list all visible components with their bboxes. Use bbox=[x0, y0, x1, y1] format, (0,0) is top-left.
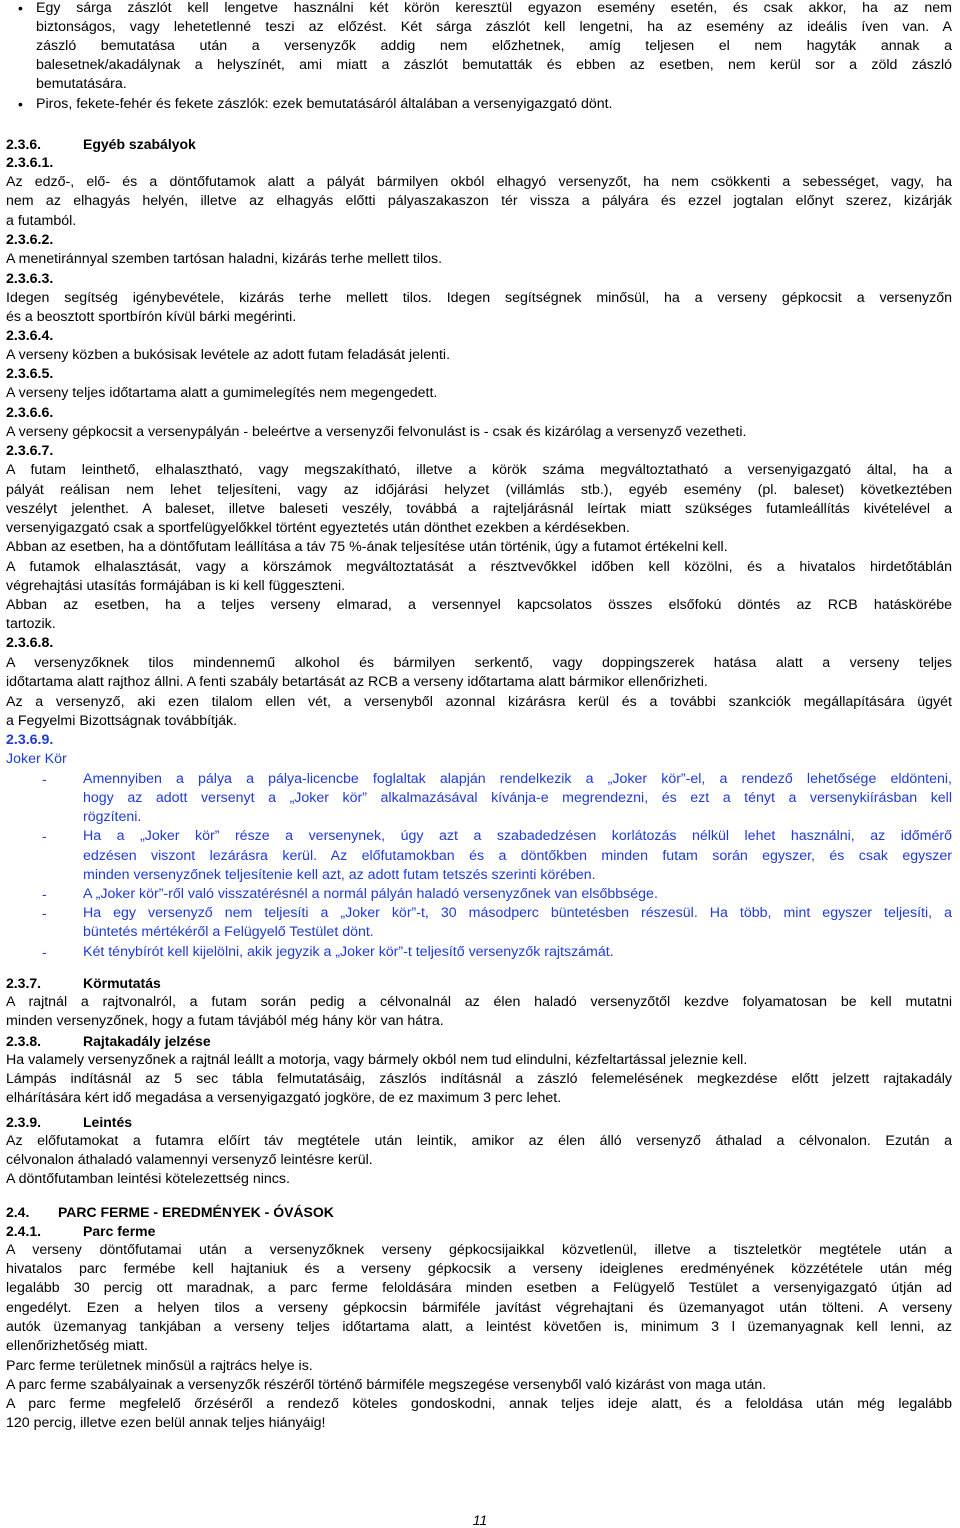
rule-text: Abban az esetben, ha a döntőfutam leállítása a táv 75 %-ának teljesítése után történik, úgy a futamot értékelni kell. bbox=[6, 539, 728, 555]
section-text: A döntőfutamban leintési kötelezettség nincs. bbox=[6, 1171, 290, 1187]
rule-number: 2.3.6.8. bbox=[6, 635, 54, 651]
section-text: Lámpás indításnál az 5 sec tábla felmutatásáig, zászlós indításnál a zászló felemelésének megkezdése előtt jelzett rajtakadály bbox=[6, 1071, 952, 1087]
rule-text: A verseny közben a bukósisak levétele az adott futam feladását jelenti. bbox=[6, 347, 451, 363]
rule-text: veszélyt jelenthet. A baleset, illetve baleseti veszély, továbbá a rajteljárásnál leírtak miatt szükséges futamleállítás kivételével a bbox=[6, 501, 952, 517]
list-dash: - bbox=[42, 905, 47, 921]
joker-rule-line: A „Joker kör”-ről való visszatérésnél a normál pályán haladó versenyzőnek van elsőbbsége. bbox=[83, 886, 658, 902]
yellow-flag-line: zászló bemutatása után a versenyzők addig nem előzhetnek, amíg teljesen el nem hagyták annak a bbox=[36, 38, 952, 54]
section-text: elhárítására kért idő megadása a versenyigazgató jogköre, de ez maximum 3 perc lehet. bbox=[6, 1090, 562, 1106]
section-241-title: Parc ferme bbox=[83, 1223, 156, 1239]
section-text: A parc ferme szabályainak a versenyzők részéről történő bármiféle megszegése versenyből való kizárást von maga után. bbox=[6, 1377, 767, 1393]
section-text: minden versenyzőnek, hogy a futam távjából még hány kör van hátra. bbox=[6, 1013, 444, 1029]
rule-text: és a beosztott sportbírón kívül bárki megérinti. bbox=[6, 309, 297, 325]
yellow-flag-line: biztonságos, vagy lehetetlenné teszi az előzést. Két sárga zászlót kell lengetni, ha az esemény az ideális íven van. A bbox=[36, 19, 952, 35]
list-dash: - bbox=[42, 771, 47, 787]
rule-text: pályát reálisan nem lehet teljesíteni, vagy az időjárási helyzet (villámlás stb.), egyéb esemény (pl. baleset) következtében bbox=[6, 482, 952, 498]
section-237-title: Körmutatás bbox=[83, 975, 161, 991]
bullet-icon: • bbox=[18, 0, 23, 16]
section-238-title: Rajtakadály jelzése bbox=[83, 1033, 211, 1049]
section-24-title: PARC FERME - EREDMÉNYEK - ÓVÁSOK bbox=[58, 1204, 334, 1220]
rule-text: tartozik. bbox=[6, 616, 56, 632]
rule-text: Idegen segítség igénybevétele, kizárás terhe mellett tilos. Idegen segítségnek minősül, ha a verseny gépkocsit a versenyzőn bbox=[6, 290, 952, 306]
joker-kor-title: Joker Kör bbox=[6, 751, 67, 767]
section-text: 120 percig, illetve ezen belül annak teljes hiányáig! bbox=[6, 1415, 326, 1431]
section-text: Az előfutamokat a futamra előírt táv megtétele után leintik, amikor az élen álló versenyző áthalad a célvonalon. Ezután a bbox=[6, 1133, 952, 1149]
joker-rule-line: Ha egy versenyző nem teljesíti a „Joker kör”-t, 30 másodperc büntetésben részesül. Ha több, mint egyszer teljesíti, a bbox=[83, 905, 952, 921]
joker-rule-line: hogy az adott versenyt a „Joker kör” alkalmazásával kívánja-e megrendezni, és ezt a tényt a versenykiírásban kell bbox=[83, 790, 952, 806]
rule-text: Abban az esetben, ha a teljes verseny elmarad, a versennyel kapcsolatos összes elsőfokú döntés az RCB hatáskörébe bbox=[6, 597, 952, 613]
section-238-number: 2.3.8. bbox=[6, 1033, 42, 1049]
section-text: A parc ferme megfelelő őrzéséről a rendező köteles gondoskodni, annak teljes ideje alatt, és a feloldása után még legalább bbox=[6, 1396, 952, 1412]
section-239-number: 2.3.9. bbox=[6, 1114, 42, 1130]
rule-text: versenyigazgató csak a sportfelügyelőkkel történt egyeztetés után dönthet ezekben a kérdésekben. bbox=[6, 520, 630, 536]
rule-text: A verseny teljes időtartama alatt a gumimelegítés nem megengedett. bbox=[6, 385, 438, 401]
section-text: A rajtnál a rajtvonalról, a futam során pedig a célvonalnál az élen haladó versenyzőtől kezdve folyamatosan be kell mutatni bbox=[6, 994, 952, 1010]
rule-text: Az edző-, elő- és a döntőfutamok alatt a pályát bármilyen okból elhagyó versenyzőt, ha nem csökkenti a sebességet, vagy, ha bbox=[6, 174, 952, 190]
section-236-number: 2.3.6. bbox=[6, 136, 42, 152]
section-241-number: 2.4.1. bbox=[6, 1223, 42, 1239]
rule-number: 2.3.6.2. bbox=[6, 232, 54, 248]
rule-text: a futamból. bbox=[6, 213, 77, 229]
section-text: autók üzemanyag tankjában a verseny teljes időtartama alatt, a leintést követően is, minimum 3 l üzemanyagnak kell lenni, az bbox=[6, 1319, 952, 1335]
section-text: Parc ferme területnek minősül a rajtrács helye is. bbox=[6, 1358, 313, 1374]
rule-text: A versenyzőknek tilos mindennemű alkohol és bármilyen serkentő, vagy doppingszerek hatása alatt a verseny teljes bbox=[6, 655, 952, 671]
section-236-title: Egyéb szabályok bbox=[83, 136, 196, 152]
rule-number: 2.3.6.5. bbox=[6, 366, 54, 382]
section-text: legalább 30 percig ott maradnak, a parc ferme feloldására minden esetben a Felügyelő Testület a versenyigazgató útján ad bbox=[6, 1280, 952, 1296]
rule-number: 2.3.6.6. bbox=[6, 405, 54, 421]
joker-rule-line: edzésen viszont lezárásra kerül. Az előfutamokban és a döntőkben minden futam során egyszer, és csak egyszer bbox=[83, 848, 952, 864]
rule-text: Az a versenyző, aki ezen tilalom ellen vét, a versenyből azonnal kizárásra kerül és a további szankciók megállapítására ügyét bbox=[6, 694, 952, 710]
section-text: célvonalon áthaladó valamennyi versenyző leintésre kerül. bbox=[6, 1152, 373, 1168]
rule-text: A menetiránnyal szemben tartósan haladni, kizárás terhe mellett tilos. bbox=[6, 251, 443, 267]
section-text: Ha valamely versenyzőnek a rajtnál leállt a motorja, vagy bármely okból nem tud elindulni, kézfeltartással jeleznie kell. bbox=[6, 1052, 748, 1068]
section-text: engedélyt. Ezen a helyen tilos a verseny gépkocsin bármiféle javítást végrehajtani és üzemanyagot után tölteni. A verseny bbox=[6, 1300, 952, 1316]
section-239-title: Leintés bbox=[83, 1114, 133, 1130]
rule-number: 2.3.6.4. bbox=[6, 328, 54, 344]
rule-number: 2.3.6.1. bbox=[6, 155, 54, 171]
page-number: 11 bbox=[472, 1512, 488, 1528]
rule-number: 2.3.6.3. bbox=[6, 271, 54, 287]
section-text: hivatalos parc fermébe kell hajtaniuk és a verseny gépkocsik a verseny ideiglenes eredményének közzététele után még bbox=[6, 1261, 952, 1277]
list-dash: - bbox=[42, 828, 47, 844]
joker-rule-line: rögzíteni. bbox=[83, 809, 142, 825]
rule-text: A futamok elhalasztását, vagy a körszámok megváltoztatását a résztvevőkkel időben kell közölni, és a hivatalos hirdetőtáblán bbox=[6, 559, 952, 575]
list-dash: - bbox=[42, 886, 47, 902]
rule-text: időtartama alatt rajthoz állni. A fenti szabály betartását az RCB a verseny időtartama alatt bármikor ellenőrizheti. bbox=[6, 674, 708, 690]
rule-number: 2.3.6.7. bbox=[6, 443, 54, 459]
section-text: A verseny döntőfutamai után a versenyzőknek verseny gépkocsijaikkal közvetlenül, illetve a tiszteletkör megtétele után a bbox=[6, 1242, 952, 1258]
joker-rule-line: Ha a „Joker kör” része a versenynek, úgy azt a szabadedzésen korlátozás nélkül lehet használni, az időmérő bbox=[83, 828, 952, 844]
rule-number: 2.3.6.9. bbox=[6, 732, 54, 748]
joker-rule-line: Amennyiben a pálya a pálya-licencbe foglaltak alapján rendelkezik a „Joker kör”-el, a rendező lehetősége eldönteni, bbox=[83, 771, 952, 787]
bullet-icon: • bbox=[18, 96, 23, 112]
joker-rule-line: büntetés mértékéről a Felügyelő Testület dönt. bbox=[83, 924, 374, 940]
joker-rule-line: minden versenyzőnek teljesítenie kell azt, az adott futam tetszés szerinti körében. bbox=[83, 867, 596, 883]
section-text: ellenőrizhetőség miatt. bbox=[6, 1338, 148, 1354]
rule-text: A verseny gépkocsit a versenypályán - beleértve a versenyzői felvonulást is - csak és kizárólag a versenyző vezetheti. bbox=[6, 424, 747, 440]
rule-text: végrehajtási utasítás formájában is ki kell függeszteni. bbox=[6, 578, 346, 594]
list-dash: - bbox=[42, 944, 47, 960]
rule-text: a Fegyelmi Bizottságnak továbbítják. bbox=[6, 713, 238, 729]
joker-rule-line: Két ténybírót kell kijelölni, akik jegyzik a „Joker kör”-t teljesítő versenyzők rajtszámát. bbox=[83, 944, 614, 960]
yellow-flag-line: bemutatására. bbox=[36, 76, 127, 92]
yellow-flag-line: Egy sárga zászlót kell lengetve használni két körön keresztül egyazon esemény esetén, és csak akkor, ha az nem bbox=[36, 0, 952, 16]
other-flags-line: Piros, fekete-fehér és fekete zászlók: ezek bemutatásáról általában a versenyigazgató dönt. bbox=[36, 96, 613, 112]
rule-text: A futam leinthető, elhalasztható, vagy megszakítható, illetve a körök száma megváltoztatható a versenyigazgató által, ha a bbox=[6, 462, 952, 478]
section-24-number: 2.4. bbox=[6, 1204, 30, 1220]
rule-text: nem az elhagyás helyén, illetve az elhagyás előtti pályaszakaszon tér vissza a pályára és ezzel jogtalan előnyt szerez, kizárják bbox=[6, 193, 952, 209]
section-237-number: 2.3.7. bbox=[6, 975, 42, 991]
yellow-flag-line: balesetnek/akadálynak a helyszínét, ami miatt a zászlót bemutatták és ebben az esetben, nem kerül sor a zöld zászló bbox=[36, 57, 952, 73]
